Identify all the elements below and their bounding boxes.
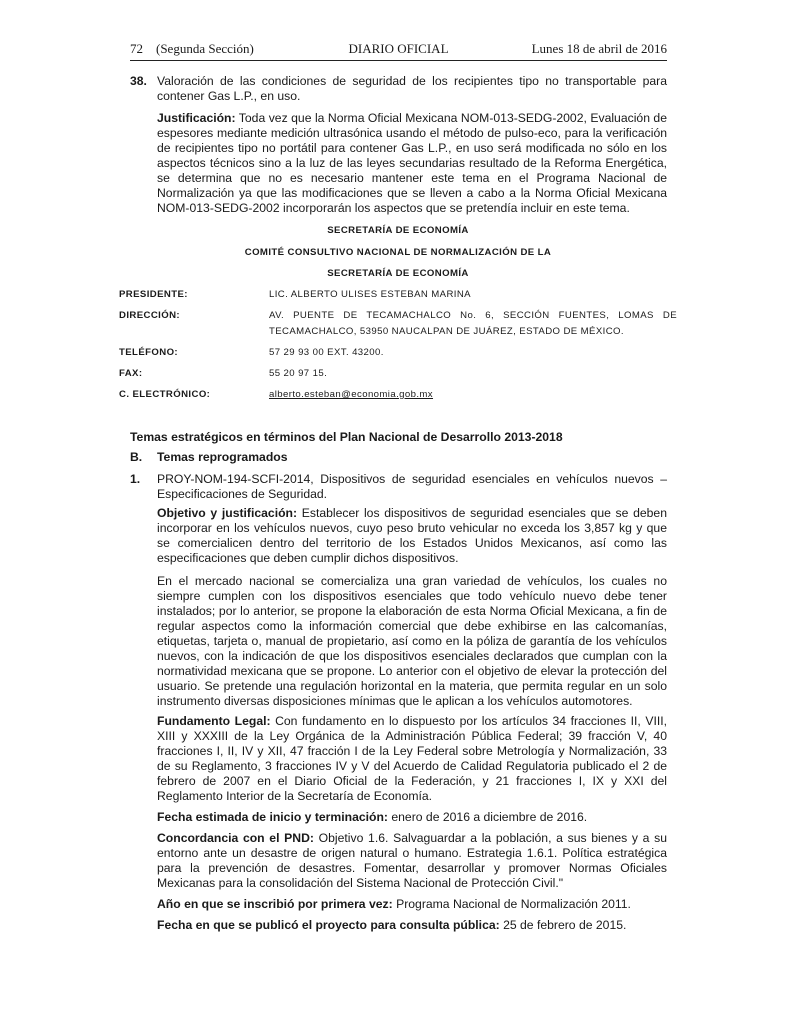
- header-section: (Segunda Sección): [156, 41, 254, 56]
- year-label: Año en que se inscribió por primera vez:: [157, 897, 393, 911]
- president-label: PRESIDENTE:: [119, 289, 188, 300]
- publication-label: Fecha en que se publicó el proyecto para consulta pública:: [157, 918, 500, 932]
- address-value: AV. PUENTE DE TECAMACHALCO No. 6, SECCIÓN FUENTES, LOMAS DE TECAMACHALCO, 53950 NAUCALPAN DE JUÁREZ, ESTADO DE MÉXICO.: [269, 310, 677, 337]
- committee-line-2: COMITÉ CONSULTIVO NACIONAL DE NORMALIZACIÓN DE LA: [244, 247, 552, 258]
- publication-paragraph: [157, 918, 667, 933]
- publication-text: 25 de febrero de 2015.: [499, 918, 627, 932]
- item-38-number: 38.: [130, 74, 147, 88]
- phone-label: TELÉFONO:: [119, 347, 179, 358]
- pnd-text: Objetivo 1.6. Salvaguardar a la población, a sus bienes y a su entorno ante un desastre de origen natural o humano. Estrategia 1.6.1. Política estratégica para la prevención de desastres. Fomentar, desarrollar y promover Normas Oficiales Mexicanas para la consolidación del Sistema Nacional de Protección Civil.": [157, 831, 668, 890]
- subsection-letter: B.: [130, 450, 143, 464]
- legal-label: Fundamento Legal:: [157, 714, 271, 728]
- header-page-number: 72: [130, 41, 143, 56]
- section-heading: Temas estratégicos en términos del Plan Nacional de Desarrollo 2013-2018: [130, 430, 563, 444]
- date-text: enero de 2016 a diciembre de 2016.: [387, 810, 588, 824]
- justification-label: Justificación:: [157, 111, 236, 125]
- item-1-title: PROY-NOM-194-SCFI-2014, Dispositivos de seguridad esenciales en vehículos nuevos – Especificaciones de Seguridad.: [157, 472, 667, 501]
- market-paragraph: En el mercado nacional se comercializa una gran variedad de vehículos, los cuales no siempre cumplen con los dispositivos esenciales que todo vehículo nuevo debe tener instalados; por lo anterior, se propone la elaboración de esta Norma Oficial Mexicana, a fin de regular aspectos como la información comercial que debe exhibirse en las calcomanías, etiquetas, tarjeta o, manual de propietario, así como en la póliza de garantía de los vehículos nuevos, con la indicación de que los dispositivos esenciales declarados que cumplan con la normatividad mexicana que se propone. Lo anterior con el objetivo de elevar la protección del usuario. Se pretende una regulación horizontal en la materia, que permita regular en un solo instrumento diversas disposiciones mínimas que le aplican a los vehículos automotores.: [157, 574, 667, 708]
- header-rule: [130, 60, 667, 61]
- date-label: Fecha estimada de inicio y terminación:: [157, 810, 388, 824]
- president-value: LIC. ALBERTO ULISES ESTEBAN MARINA: [269, 289, 471, 300]
- address-label: DIRECCIÓN:: [119, 310, 181, 321]
- legal-text: Con fundamento en lo dispuesto por los artículos 34 fracciones II, VIII, XIII y XXXIII de la Ley Orgánica de la Administración Pública Federal; 39 fracción V, 40 fracciones I, II, IV y XII, 47 fracción I de la Ley Federal sobre Metrología y Normalización, 33 de su Reglamento, 3 fracciones IV y V del Acuerdo de Calidad Regulatoria publicado el 2 de febrero de 2007 en el Diario Oficial de la Federación, y 21 fracciones I, IX y XXI del Reglamento Interior de la Secretaría de Economía.: [157, 714, 667, 803]
- subsection-title: Temas reprogramados: [157, 450, 288, 464]
- fax-label: FAX:: [119, 368, 143, 379]
- item-38-justification: [157, 111, 667, 216]
- fax-value: 55 20 97 15.: [269, 368, 328, 379]
- objective-paragraph: [157, 506, 667, 566]
- email-label: C. ELECTRÓNICO:: [119, 389, 211, 400]
- objective-text: Establecer los dispositivos de seguridad esenciales que se deben incorporar en los vehículos nuevos, cuyo peso bruto vehicular no exceda los 3,857 kg y que se comercialicen dentro del territorio de los Estados Unidos Mexicanos, así como las especificaciones que deben cumplir dichos dispositivos.: [157, 506, 667, 565]
- item-1-number: 1.: [130, 472, 141, 486]
- objective-label: Objetivo y justificación:: [157, 506, 298, 520]
- committee-line-3: SECRETARÍA DE ECONOMÍA: [327, 268, 469, 279]
- header-date: Lunes 18 de abril de 2016: [531, 41, 667, 56]
- phone-value: 57 29 93 00 EXT. 43200.: [269, 347, 384, 358]
- year-text: Programa Nacional de Normalización 2011.: [392, 897, 631, 911]
- legal-paragraph: [157, 714, 667, 804]
- page-header: [130, 41, 667, 59]
- justification-text: Toda vez que la Norma Oficial Mexicana NOM-013-SEDG-2002, Evaluación de espesores mediante medición ultrasónica usando el método de pulso-eco, para la verificación de recipientes tipo no portátil para contener Gas L.P., en uso será modificada no sólo en los aspectos técnicos sino a la luz de las leyes secundarias resultado de la Reforma Energética, se determina que no es necesario mantener este tema en el Programa Nacional de Normalización ya que las modificaciones que se lleven a cabo a la Norma Oficial Mexicana NOM-013-SEDG-2002 incorporarán los aspectos que se pretendía incluir en este tema.: [157, 111, 667, 215]
- pnd-label: Concordancia con el PND:: [157, 831, 314, 845]
- committee-line-1: SECRETARÍA DE ECONOMÍA: [327, 225, 469, 236]
- pnd-paragraph: [157, 831, 667, 891]
- email-link[interactable]: alberto.esteban@economia.gob.mx: [269, 389, 434, 400]
- date-paragraph: [157, 810, 667, 825]
- header-title: DIARIO OFICIAL: [348, 41, 449, 56]
- item-38-text: Valoración de las condiciones de seguridad de los recipientes tipo no transportable para contener Gas L.P., en uso.: [157, 74, 667, 103]
- year-paragraph: [157, 897, 667, 912]
